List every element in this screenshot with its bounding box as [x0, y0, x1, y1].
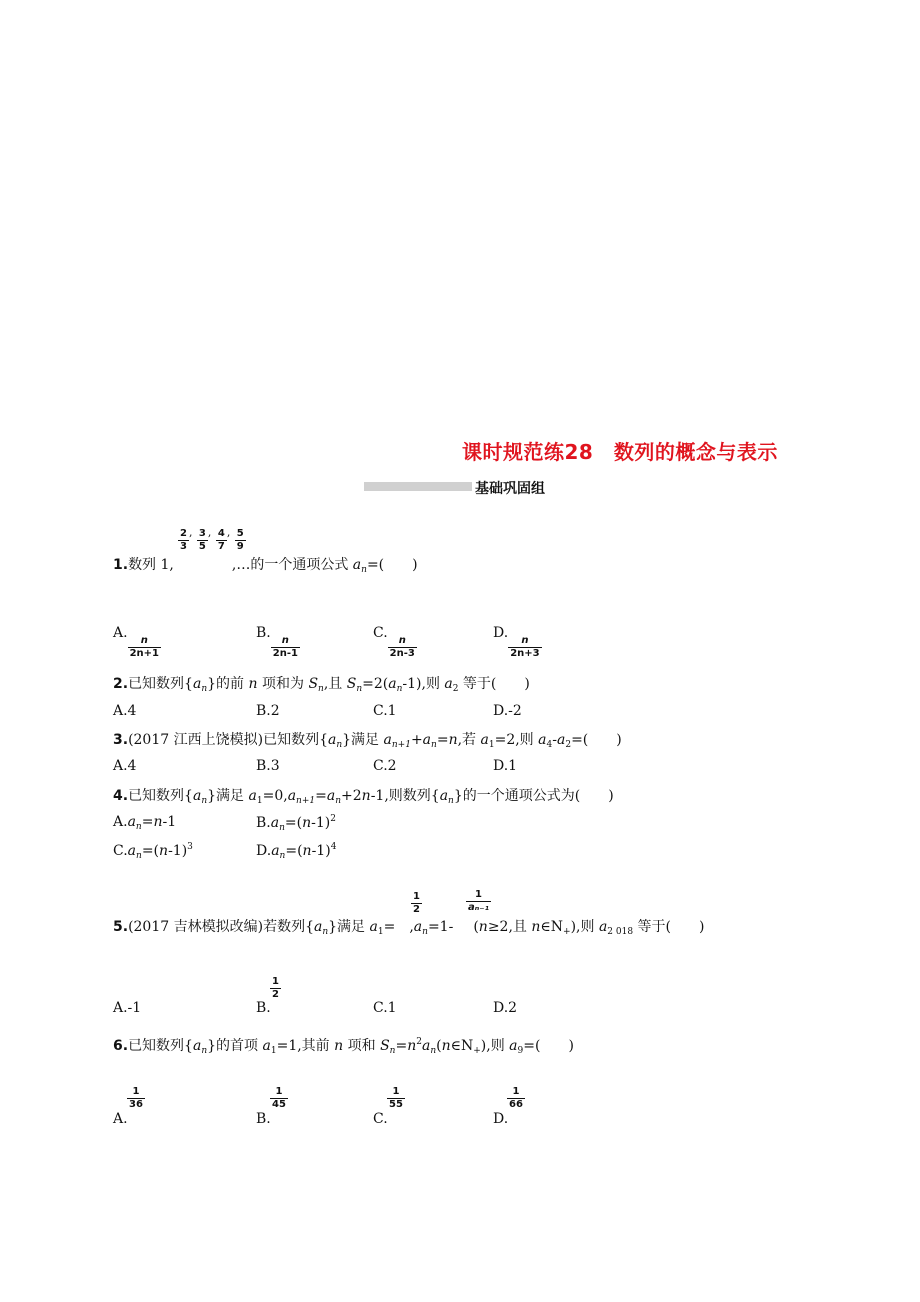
q6-option-a-frac: $\frac{1}{36}$ [129, 1086, 143, 1110]
q6-option-d-frac: $\frac{1}{66}$ [509, 1086, 523, 1110]
section-bar [364, 482, 472, 491]
q2-option-a[interactable]: A.4 [113, 703, 137, 719]
q6-option-b[interactable]: B. [256, 1111, 271, 1127]
q2-option-c[interactable]: C.1 [373, 703, 397, 719]
q4-option-a[interactable]: $A.a_n=n-1$ [113, 814, 177, 832]
q1-frac-1: $\frac{2}{3}$ [180, 528, 187, 552]
q1-option-b[interactable]: B. $\frac{n}{2n-1}$ [256, 625, 298, 659]
q5-frac-reciprocal: $\frac{1}{\text{aₙ₋₁}}$ [468, 889, 489, 913]
q6-option-c[interactable]: C. [373, 1111, 388, 1127]
q6-option-c-frac: $\frac{1}{55}$ [389, 1086, 403, 1110]
q6-text: 6.已知数列$\{a_n\}$的首项 $a_1=1$,其前 n 项和 $S_n=n^2a_n(n\in N_+)$,则 $a_9=$( ) [113, 1037, 574, 1056]
q5-option-a[interactable]: A.-1 [113, 1000, 142, 1016]
q6-option-a[interactable]: A. [113, 1111, 128, 1127]
q1-fractions: $\frac{2}{3}$ , $\frac{3}{5}$ , $\frac{4}{7}$ , $\frac{5}{9}$ [180, 526, 244, 552]
q2-text: 2.已知数列$\{a_n\}$的前 n 项和为 $S_n$,且 $S_n=2(a_n-1)$,则 $a_2$ 等于( ) [113, 676, 530, 694]
q4-option-b[interactable]: $B.a_n=(n-1)^2$ [256, 814, 336, 833]
q3-option-d[interactable]: D.1 [493, 758, 518, 774]
q5-option-b-frac: $\frac{1}{2}$ [272, 976, 279, 1000]
q3-option-c[interactable]: C.2 [373, 758, 397, 774]
q3-option-a[interactable]: A.4 [113, 758, 137, 774]
q1-frac-3: $\frac{4}{7}$ [217, 528, 225, 552]
q1-option-c[interactable]: C. $\frac{n}{2n-3}$ [373, 625, 415, 659]
page-title: 课时规范练28 数列的概念与表示 [462, 440, 778, 464]
q4-option-c[interactable]: $C.a_n=(n-1)^3$ [113, 842, 193, 861]
q5-option-d[interactable]: D.2 [493, 1000, 518, 1016]
section-label: 基础巩固组 [475, 481, 545, 497]
q1-option-d[interactable]: D. $\frac{n}{2n+3}$ [493, 625, 540, 659]
q2-option-b[interactable]: B.2 [256, 703, 280, 719]
q5-option-b[interactable]: B. [256, 1000, 271, 1016]
q1-text: 1.数列 1, ,…的一个通项公式 $a_n=$( ) [113, 557, 418, 575]
q5-frac-half: $\frac{1}{2}$ [413, 891, 420, 915]
q3-text: 3.(2017 江西上饶模拟)已知数列$\{a_n\}$满足 $a_{n+1}+a_n=n$,若 $a_1=2$,则 $a_4-a_2=$( ) [113, 732, 622, 750]
q4-text: 4.已知数列$\{a_n\}$满足 $a_1=0,a_{n+1}=a_n+2n-1$,则数列$\{a_n\}$的一个通项公式为( ) [113, 788, 614, 806]
q6-option-b-frac: $\frac{1}{45}$ [272, 1086, 286, 1110]
q1-option-a[interactable]: A. $\frac{n}{2n+1}$ [113, 625, 159, 659]
q2-option-d[interactable]: D.-2 [493, 703, 522, 719]
q5-text: 5.(2017 吉林模拟改编)若数列$\{a_n\}$满足 $a_1= ,a_n=1-$ (n≥2,且 $n\in N_+$),则 $a_{2 018}$ 等于( ) [113, 919, 705, 937]
q5-option-c[interactable]: C.1 [373, 1000, 397, 1016]
q6-option-d[interactable]: D. [493, 1111, 509, 1127]
q3-option-b[interactable]: B.3 [256, 758, 280, 774]
q1-frac-4: $\frac{5}{9}$ [236, 528, 244, 552]
q4-option-d[interactable]: $D.a_n=(n-1)^4$ [256, 842, 337, 861]
q1-frac-2: $\frac{3}{5}$ [198, 528, 206, 552]
